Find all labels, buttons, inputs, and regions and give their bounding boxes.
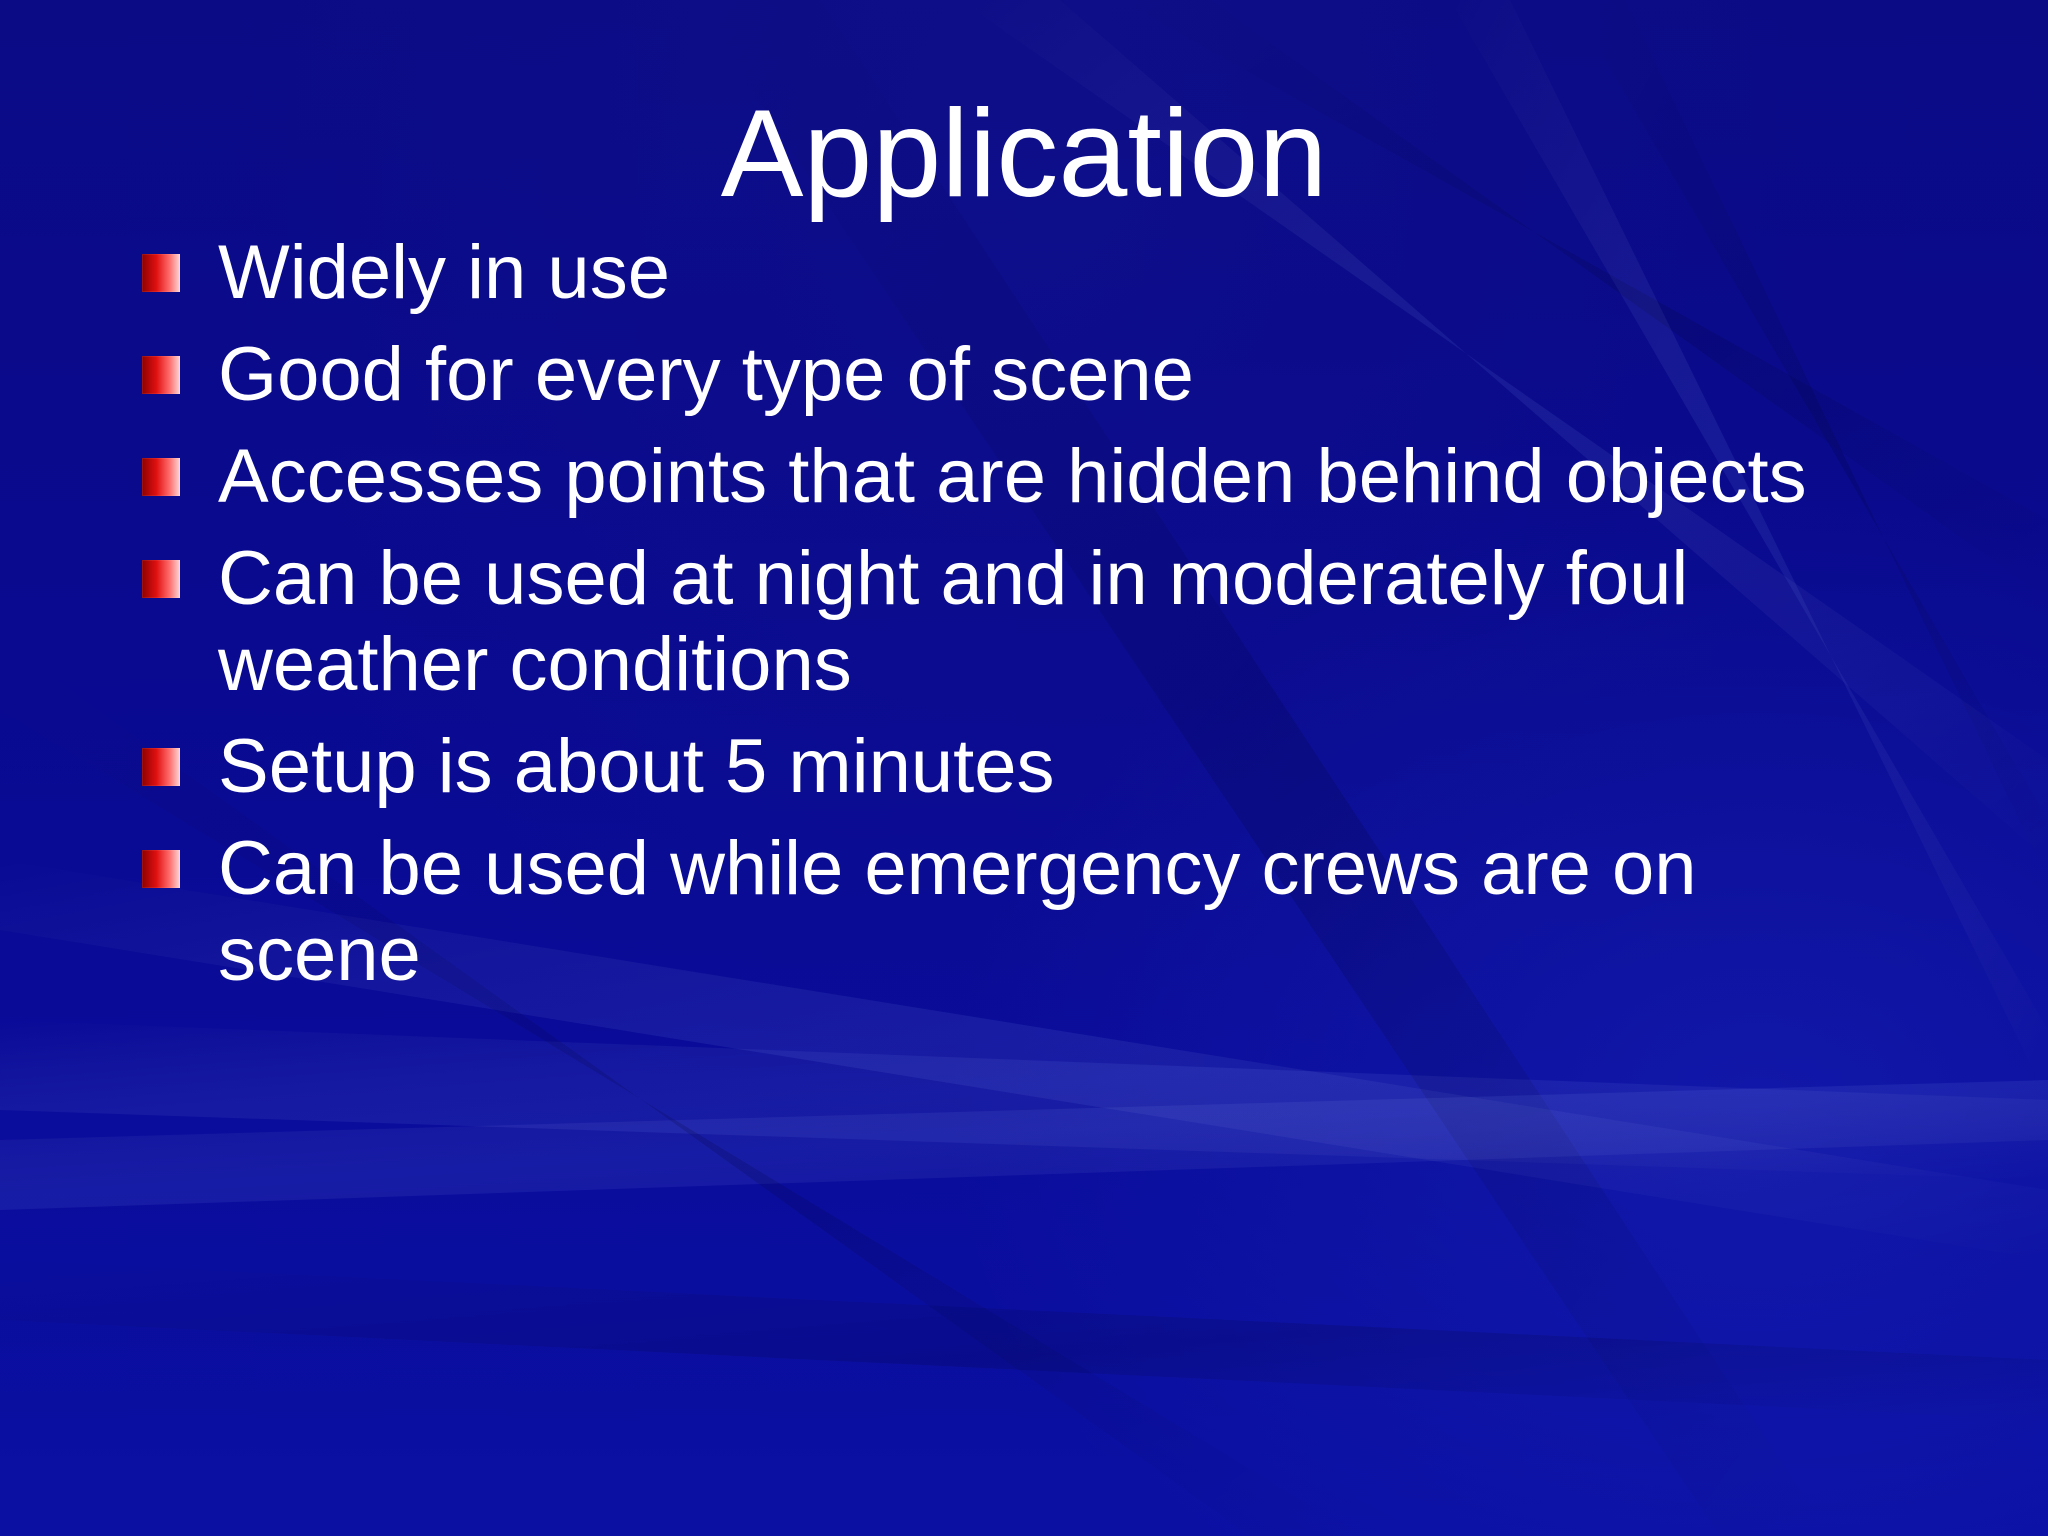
- bullet-list: [142, 230, 1942, 998]
- slide-title: Application: [720, 85, 1328, 223]
- bullet-item: [142, 434, 1942, 520]
- bullet-item: [142, 332, 1942, 418]
- bullet-square-icon: [142, 560, 180, 598]
- bullet-square-icon: [142, 458, 180, 496]
- bullet-text: Can be used at night and in moderately foul weather conditions: [218, 536, 1689, 707]
- bullet-square-icon: [142, 254, 180, 292]
- bullet-square-icon: [142, 850, 180, 888]
- bullet-item: [142, 724, 1942, 810]
- bullet-square-icon: [142, 748, 180, 786]
- bullet-text: Widely in use: [218, 230, 670, 315]
- bullet-item: [142, 536, 1942, 708]
- bullet-square-icon: [142, 356, 180, 394]
- bullet-item: [142, 230, 1942, 316]
- bullet-item: [142, 826, 1942, 998]
- bullet-text: Accesses points that are hidden behind objects: [218, 434, 1807, 519]
- bullet-text: Good for every type of scene: [218, 332, 1194, 417]
- bullet-text: Can be used while emergency crews are on scene: [218, 826, 1697, 997]
- bullet-text: Setup is about 5 minutes: [218, 724, 1055, 809]
